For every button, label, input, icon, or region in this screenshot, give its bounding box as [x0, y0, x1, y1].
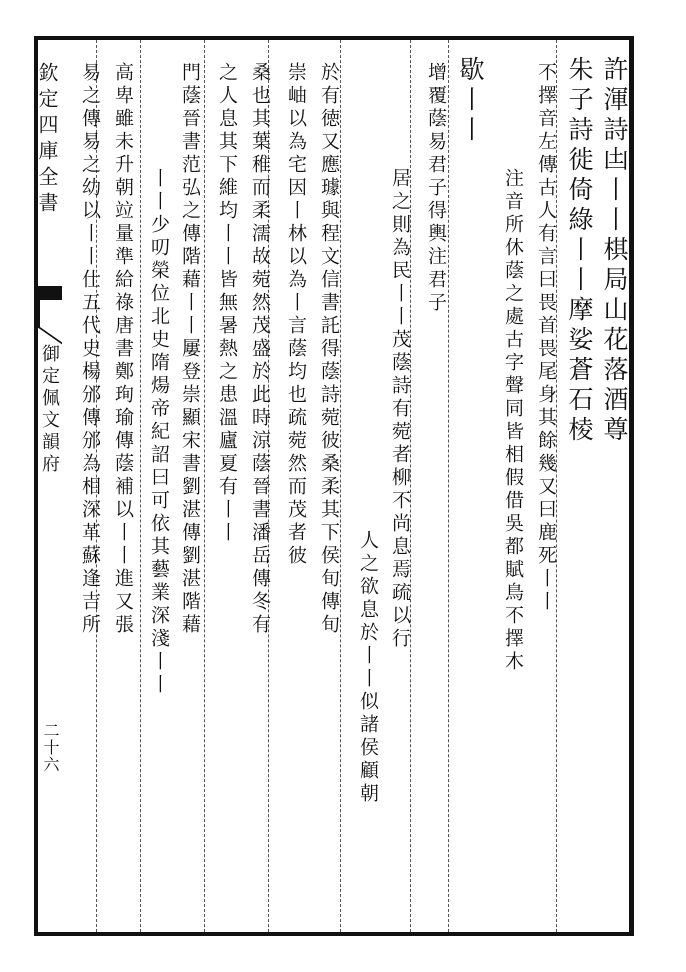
page-number: 二十六: [41, 722, 60, 773]
book-title: 欽定四庫全書: [35, 62, 59, 218]
text-column-2: 朱子詩徙倚綠丨丨摩娑蒼石棱: [565, 56, 594, 446]
text-column-14: 丨丨少叨榮位北史隋煬帝紀詔曰可依其藝業深淺丨丨: [148, 168, 170, 697]
text-column-12: 之人息其下維均丨丨皆無暑熱之患溫廬夏有丨丨: [216, 62, 238, 545]
text-column-3: 不擇音左傳古人有言曰畏首畏尾身其餘幾又曰鹿死丨丨: [535, 62, 557, 614]
text-column-9: 於有徳又應璩與程文信書託得蔭詩菀彼桑柔其下侯旬傳旬: [318, 62, 340, 637]
text-column-8: 人之欲息於丨丨似諸侯顧朝: [357, 530, 379, 806]
text-column-1: 許渾詩凷丨丨棋局山花落酒尊: [600, 56, 629, 446]
column-rule: [140, 40, 141, 932]
text-column-5: 歇丨丨: [456, 56, 485, 146]
text-column-15: 高卑雖未升朝竝量準給祿唐書鄭珣瑜傳蔭補以丨丨進又張: [112, 62, 134, 637]
text-column-11: 桑也其葉稚而柔濡故菀然茂盛於此時涼蔭晉書潘岳傳冬有: [249, 62, 271, 637]
volume-title: 御定佩文韻府: [39, 344, 60, 476]
text-column-16: 易之傳易之幼以丨丨仕五代史楊邠傳邠為相深革蘇逢吉所: [79, 62, 101, 637]
text-column-6: 增覆蔭易君子得輿注君子: [425, 62, 447, 315]
text-column-13: 門蔭晉書范弘之傳階藉丨丨屢登崇顯宋書劉湛傳劉湛階藉: [179, 62, 201, 637]
text-column-7: 居之則為民丨丨茂蔭詩有菀者柳不尚息焉疏以行: [389, 168, 411, 651]
text-column-4: 注音所休蔭之處古字聲同皆相假借吳都賦鳥不擇木: [502, 168, 524, 674]
text-column-10: 崇岫以為宅因丨林以為丨言蔭均也疏菀然而茂者彼: [285, 62, 307, 568]
